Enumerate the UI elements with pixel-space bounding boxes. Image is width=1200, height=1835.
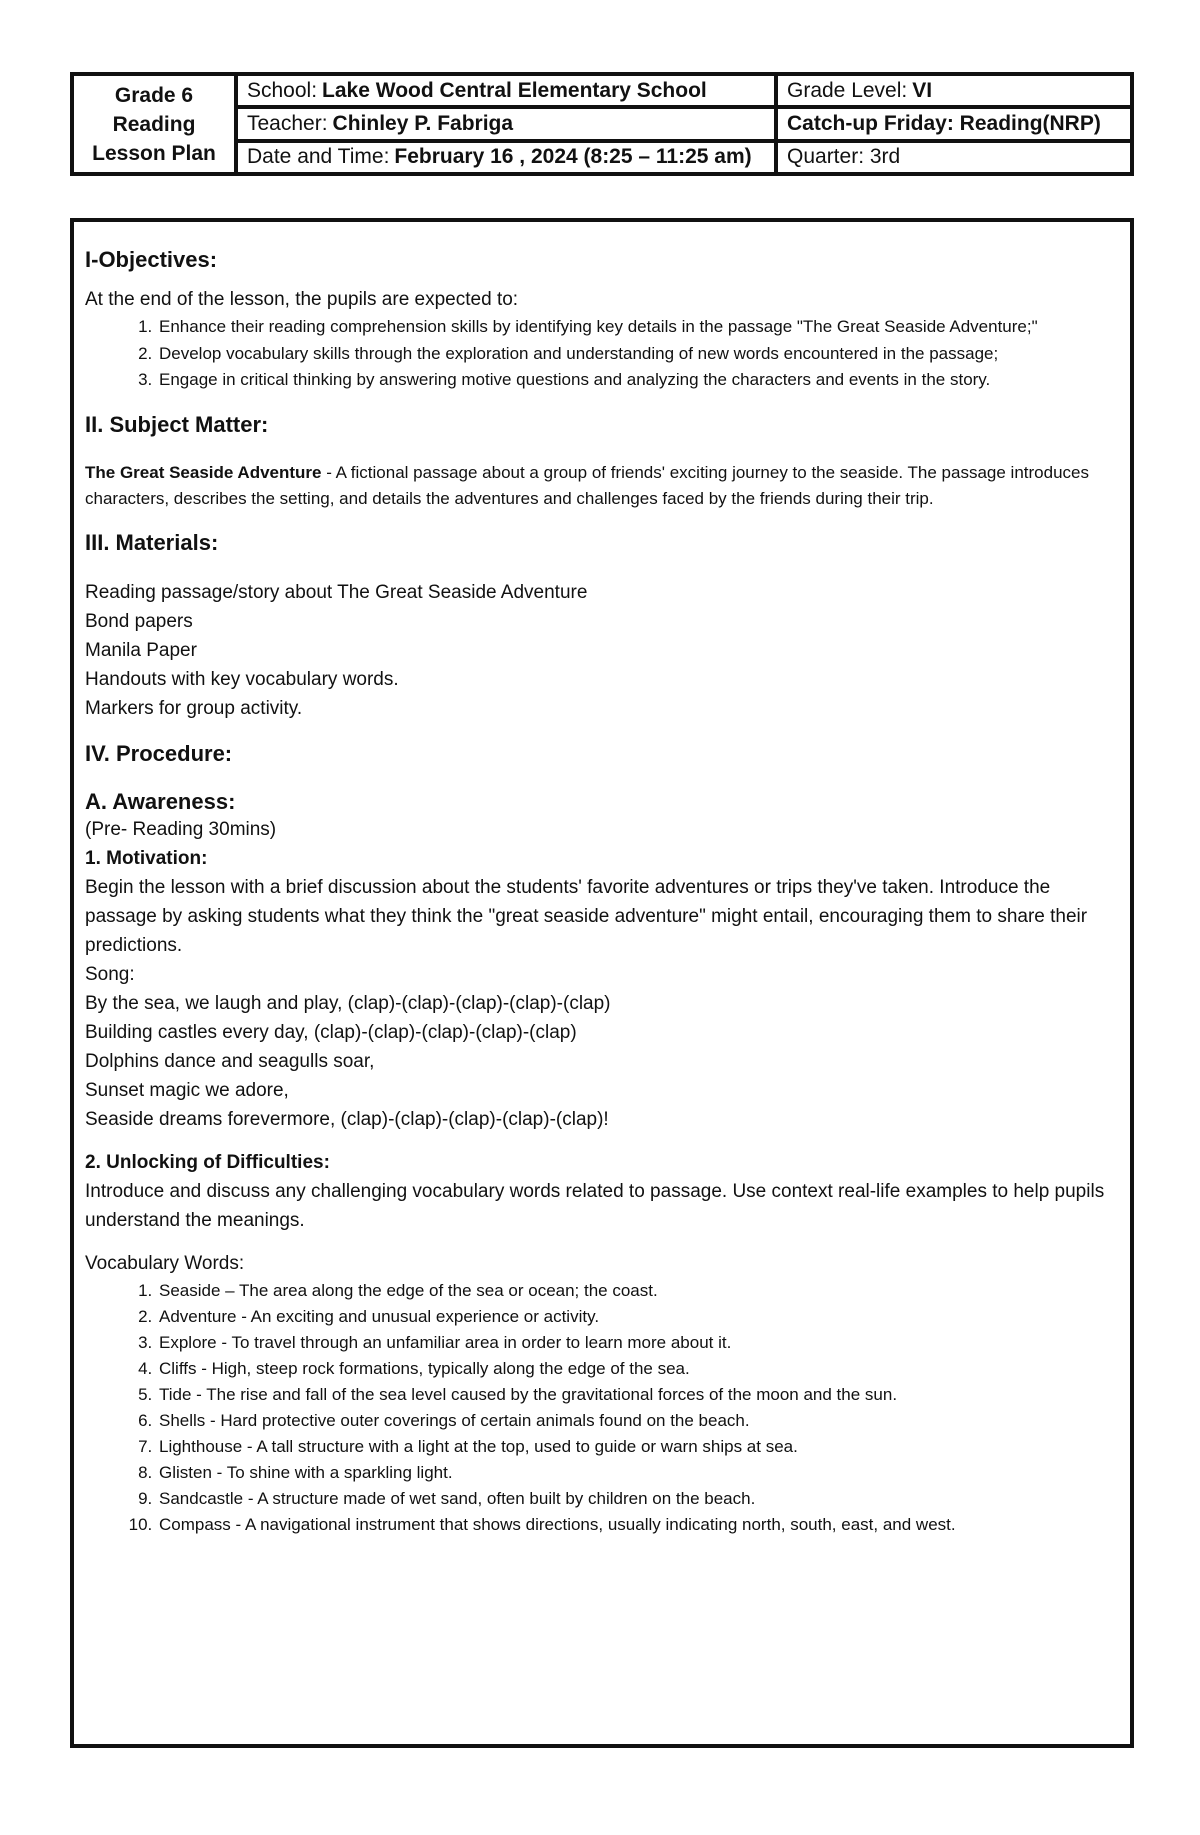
- objectives-heading: I-Objectives:: [85, 247, 218, 272]
- header-table: [70, 72, 1134, 176]
- teacher-value: Chinley P. Fabriga: [332, 111, 514, 135]
- objectives-list: [85, 314, 1116, 394]
- vocabulary-item: 7. Lighthouse - A tall structure with a light at the top, used to guide or warn ships at sea.: [157, 1434, 1116, 1460]
- vocabulary-item: 1. Seaside – The area along the edge of the sea or ocean; the coast.: [157, 1278, 1116, 1304]
- teacher-label: Teacher:: [247, 111, 328, 135]
- catchup-text: Catch-up Friday: Reading(NRP): [787, 111, 1101, 135]
- materials-heading: III. Materials:: [85, 529, 219, 555]
- motivation-text: Begin the lesson with a brief discussion about the students' favorite adventures or trips they've taken. Introduce the passage by asking students what they think the "great seaside adventure" might entail, encouraging them to share their predictions.: [85, 876, 1088, 956]
- subject-matter-paragraph: [85, 460, 1116, 512]
- grade-level-cell: [778, 76, 1130, 105]
- vocabulary-label: Vocabulary Words:: [85, 1252, 245, 1274]
- vocabulary-item: 4. Cliffs - High, steep rock formations, typically along the edge of the sea.: [157, 1356, 1116, 1382]
- material-item: Reading passage/story about The Great Seaside Adventure: [85, 581, 588, 603]
- materials-list: [85, 578, 1116, 723]
- song-line: Sunset magic we adore,: [85, 1079, 289, 1101]
- material-item: Markers for group activity.: [85, 697, 303, 719]
- objective-item: 1. Enhance their reading comprehension skills by identifying key details in the passage "The Great Seaside Adventure;": [157, 314, 1116, 341]
- subject-matter-heading: II. Subject Matter:: [85, 411, 269, 437]
- vocabulary-item: 10. Compass - A navigational instrument that shows directions, usually indicating north, south, east, and west.: [157, 1512, 1116, 1538]
- title-line: Grade 6: [114, 83, 194, 107]
- vocabulary-list: [85, 1278, 1116, 1538]
- song-line: Seaside dreams forevermore, (clap)-(clap)-(clap)-(clap)-(clap)!: [85, 1108, 609, 1130]
- passage-title: The Great Seaside Adventure: [85, 462, 322, 482]
- procedure-heading: IV. Procedure:: [85, 740, 233, 766]
- grade-level-label: Grade Level:: [787, 78, 908, 102]
- song-line: Building castles every day, (clap)-(clap)-(clap)-(clap)-(clap): [85, 1021, 577, 1043]
- objective-item: 2. Develop vocabulary skills through the exploration and understanding of new words encountered in the passage;: [157, 341, 1116, 368]
- motivation-heading: 1. Motivation:: [85, 847, 208, 869]
- date-label: Date and Time:: [247, 145, 390, 169]
- vocabulary-item: 3. Explore - To travel through an unfamiliar area in order to learn more about it.: [157, 1330, 1116, 1356]
- school-cell: [238, 76, 774, 105]
- vocabulary-item: 6. Shells - Hard protective outer coverings of certain animals found on the beach.: [157, 1408, 1116, 1434]
- quarter-cell: [778, 139, 1130, 172]
- teacher-cell: [238, 105, 774, 138]
- school-value: Lake Wood Central Elementary School: [322, 78, 707, 102]
- material-item: Bond papers: [85, 610, 193, 632]
- title-line: Lesson Plan: [92, 141, 216, 165]
- school-label: School:: [247, 78, 318, 102]
- grade-level-value: VI: [912, 78, 933, 102]
- unlocking-text: Introduce and discuss any challenging vocabulary words related to passage. Use context real-life examples to help pupils understand the meanings.: [85, 1180, 1105, 1231]
- vocabulary-item: 8. Glisten - To shine with a sparkling light.: [157, 1460, 1116, 1486]
- lesson-content-box: [70, 218, 1134, 1748]
- song-label: Song:: [85, 963, 135, 985]
- passage-description: - A fictional passage about a group of friends' exciting journey to the seaside. The passage introduces characters, describes the setting, and details the adventures and challenges faced by the friends during their trip.: [85, 462, 1089, 508]
- song-line: Dolphins dance and seagulls soar,: [85, 1050, 375, 1072]
- objective-item: 3. Engage in critical thinking by answering motive questions and analyzing the characters and events in the story.: [157, 367, 1116, 394]
- objectives-intro: At the end of the lesson, the pupils are expected to:: [85, 289, 519, 310]
- lesson-plan-title: [74, 76, 238, 172]
- title-line: Reading: [112, 112, 196, 136]
- material-item: Manila Paper: [85, 639, 197, 661]
- song-lyrics: [85, 989, 1116, 1134]
- header-middle-column: [238, 76, 778, 172]
- vocabulary-item: 5. Tide - The rise and fall of the sea level caused by the gravitational forces of the moon and the sun.: [157, 1382, 1116, 1408]
- song-line: By the sea, we laugh and play, (clap)-(clap)-(clap)-(clap)-(clap): [85, 992, 611, 1014]
- date-cell: [238, 139, 774, 172]
- header-right-column: [778, 76, 1130, 172]
- vocabulary-item: 9. Sandcastle - A structure made of wet sand, often built by children on the beach.: [157, 1486, 1116, 1512]
- vocabulary-item: 2. Adventure - An exciting and unusual experience or activity.: [157, 1304, 1116, 1330]
- awareness-heading: A. Awareness:: [85, 788, 236, 814]
- catchup-cell: [778, 105, 1130, 138]
- pre-reading-note: (Pre- Reading 30mins): [85, 818, 277, 840]
- quarter-text: Quarter: 3rd: [787, 145, 901, 169]
- unlocking-heading: 2. Unlocking of Difficulties:: [85, 1151, 330, 1173]
- date-value: February 16 , 2024 (8:25 – 11:25 am): [394, 145, 752, 169]
- material-item: Handouts with key vocabulary words.: [85, 668, 399, 690]
